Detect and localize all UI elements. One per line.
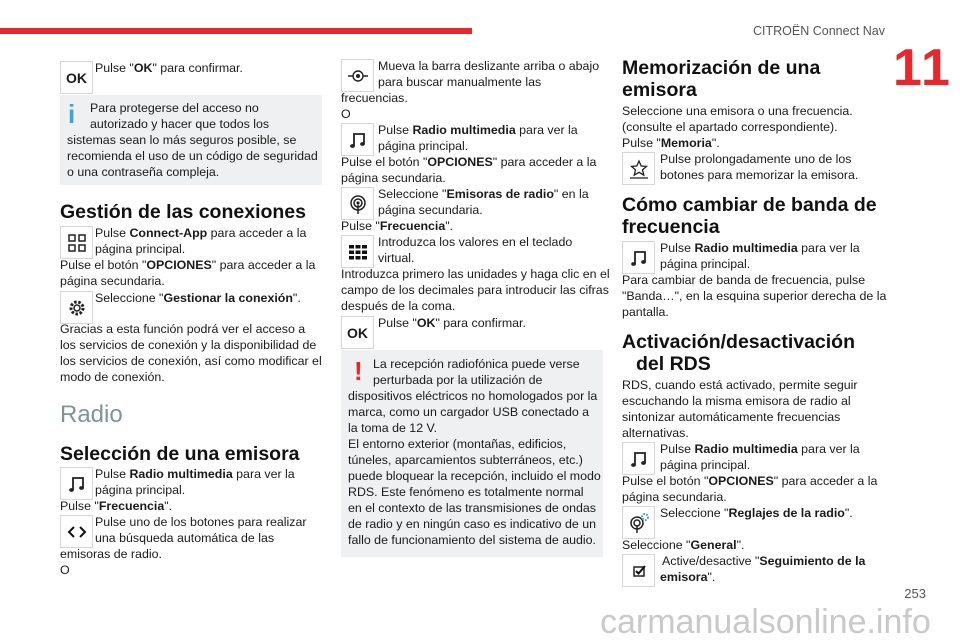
text-line: [95, 530, 306, 546]
text-line: [660, 240, 860, 256]
heading-line: Memorización de una: [622, 57, 821, 79]
radio-multimedia-instruction: [660, 441, 860, 473]
text-line: [348, 420, 601, 436]
text-line: [341, 266, 610, 282]
text-run: en el contexto de las transmisiones de ondas: [348, 501, 596, 515]
text-line: [341, 170, 596, 186]
page-number: 253: [904, 586, 926, 601]
text-line: [622, 393, 858, 409]
text-line: [348, 484, 601, 500]
text-line: [348, 436, 601, 452]
text-run: emisoras de radio.: [60, 547, 162, 561]
text-line: [660, 441, 860, 457]
text-line: [622, 377, 858, 393]
warning-note-text: [348, 356, 601, 548]
text-line: [95, 290, 301, 306]
text-run: para ver la: [232, 467, 295, 481]
text-line: [60, 369, 322, 385]
text-line: [622, 409, 858, 425]
radio-antenna-icon: [341, 187, 374, 220]
text-run: campo de los decimales para introducir las cifras: [341, 283, 609, 297]
text-run: " para acceder a la: [492, 155, 597, 169]
text-run: Para protegerse del acceso no: [90, 101, 259, 115]
bold-text-run: Reglajes de la radio: [728, 506, 845, 520]
text-line: [348, 372, 601, 388]
text-line: [660, 256, 860, 272]
radio-multimedia-instruction: [378, 122, 578, 154]
music-note-icon: [60, 467, 93, 500]
text-line: [90, 116, 318, 132]
text-run: página secundaria.: [60, 274, 165, 288]
slider-instruction: [378, 58, 599, 90]
frecuencia-instruction: [60, 498, 172, 514]
text-run: de radio y en ningún caso es indicativo de un: [348, 517, 596, 531]
heading-rds: [622, 331, 855, 375]
text-run: botones para memorizar la emisora.: [660, 168, 859, 182]
checkbox-icon: [622, 554, 655, 587]
text-run: alternativas.: [622, 426, 689, 440]
text-run: los servicios de conexión y la disponibilidad de: [60, 338, 317, 352]
gestionar-instruction: [95, 290, 301, 306]
gracias-paragraph: [60, 321, 322, 385]
text-line: [348, 516, 601, 532]
text-run: marca, como un cargador USB conectado a: [348, 405, 590, 419]
music-note-icon: [622, 442, 655, 475]
text-line: [622, 103, 853, 119]
text-run: Pulse ": [95, 61, 134, 75]
text-run: recomienda el uso de un código de seguridad: [67, 149, 318, 163]
text-run: RDS. Este fenómeno es totalmente normal: [348, 485, 584, 499]
opciones-instruction: [622, 473, 877, 505]
text-line: [95, 466, 295, 482]
heading-seleccion: Selección de una emisora: [60, 443, 300, 465]
text-run: para ver la: [797, 241, 860, 255]
text-run: Active/desactive ": [662, 554, 760, 568]
text-run: Seleccione ": [622, 538, 691, 552]
text-line: [95, 482, 295, 498]
text-run: los servicios de conexión, así como modificar el: [60, 354, 322, 368]
reglajes-instruction: [660, 505, 853, 521]
text-run: la toma de 12 V.: [348, 421, 438, 435]
text-line: [60, 546, 162, 562]
text-line: [95, 225, 306, 241]
text-run: Seleccione una emisora o una frecuencia.: [622, 104, 853, 118]
keypad-icon: [341, 235, 374, 268]
text-run: ".: [292, 291, 301, 305]
text-run: " para confirmar.: [435, 316, 526, 330]
arrows-left-right-icon: [60, 515, 93, 548]
text-line: [622, 272, 886, 288]
text-run: dispositivos eléctricos no homologados por la: [348, 389, 598, 403]
ok-instruction: [95, 60, 243, 76]
heading-conexiones: Gestión de las conexiones: [60, 201, 306, 223]
bold-text-run: Radio multimedia: [412, 123, 516, 137]
text-line: [660, 553, 865, 569]
ok-button-icon: OK: [341, 316, 374, 349]
text-run: modo de conexión.: [60, 370, 165, 384]
ok-instruction: [378, 315, 526, 331]
text-run: Pulse: [660, 241, 695, 255]
text-run: puede bloquear la recepción, incluido el modo: [348, 469, 601, 483]
bold-text-run: General: [690, 538, 737, 552]
header-accent-bar: [0, 28, 472, 34]
emisoras-instruction: [378, 186, 589, 218]
text-run: ".: [711, 136, 720, 150]
text-run: página principal.: [660, 257, 751, 271]
text-line: [660, 569, 865, 585]
slider-continued: [341, 90, 408, 122]
text-run: Pulse el botón ": [60, 258, 147, 272]
text-run: O: [341, 107, 351, 121]
text-run: para acceder a la: [207, 226, 307, 240]
teclado-instruction: [378, 234, 572, 266]
heading-banda: [622, 194, 877, 238]
text-run: Pulse ": [341, 219, 380, 233]
text-run: página secundaria.: [378, 203, 483, 217]
general-instruction: [622, 537, 744, 553]
text-run: túneles, aparcamientos subterráneos, etc.): [348, 453, 583, 467]
text-line: [348, 500, 601, 516]
heading-line: Cómo cambiar de banda de: [622, 194, 877, 216]
text-line: [622, 425, 858, 441]
text-run: página principal.: [95, 242, 186, 256]
bold-text-run: Radio multimedia: [694, 241, 798, 255]
info-icon: i: [68, 99, 76, 129]
text-run: página secundaria.: [341, 171, 446, 185]
text-run: página principal.: [378, 139, 469, 153]
star-memory-icon: [622, 152, 655, 185]
text-line: [660, 457, 860, 473]
frecuencia-instruction: [341, 218, 453, 234]
text-run: Pulse: [95, 226, 130, 240]
text-run: Pulse ": [60, 499, 99, 513]
text-line: [622, 288, 886, 304]
text-line: [341, 154, 596, 170]
text-line: [660, 151, 858, 167]
gear-icon: [60, 291, 93, 324]
text-line: [60, 562, 162, 578]
text-run: Seleccione ": [378, 187, 447, 201]
bold-text-run: Radio multimedia: [129, 467, 233, 481]
text-run: para ver la: [515, 123, 578, 137]
bold-text-run: Radio multimedia: [694, 442, 798, 456]
header-title: CITROËN Connect Nav: [753, 24, 885, 38]
text-run: Pulse ": [622, 136, 661, 150]
text-line: [378, 122, 578, 138]
text-line: [378, 186, 589, 202]
text-run: Pulse: [660, 442, 695, 456]
text-line: [622, 473, 877, 489]
text-line: [90, 100, 318, 116]
bold-text-run: Frecuencia: [98, 499, 165, 513]
text-line: [378, 74, 599, 90]
text-line: [60, 273, 315, 289]
bold-text-run: Seguimiento de la: [759, 554, 866, 568]
text-run: página secundaria.: [622, 490, 727, 504]
heading-line: emisora: [622, 79, 697, 101]
text-line: [348, 388, 601, 404]
text-run: Introduzca primero las unidades y haga clic en el: [341, 267, 610, 281]
text-run: para ver la: [797, 442, 860, 456]
warning-icon: !: [354, 356, 363, 386]
rds-paragraph: [622, 377, 858, 441]
text-run: " para acceder a la: [211, 258, 316, 272]
text-line: [660, 167, 858, 183]
text-run: Pulse: [95, 467, 130, 481]
text-run: Pulse prolongadamente uno de los: [660, 152, 852, 166]
text-run: para buscar manualmente las: [378, 75, 542, 89]
text-line: [60, 321, 322, 337]
apps-grid-icon: [60, 226, 93, 259]
text-run: ".: [707, 570, 716, 584]
search-buttons-instruction: [95, 514, 306, 546]
text-run: (consulte el apartado correspondiente).: [622, 120, 838, 134]
text-run: "Banda…", en la esquina superior derecha de la: [622, 289, 887, 303]
bold-text-run: Gestionar la conexión: [163, 291, 293, 305]
text-line: [348, 532, 601, 548]
bold-text-run: Connect-App: [129, 226, 208, 240]
text-line: [60, 353, 322, 369]
text-line: [60, 257, 315, 273]
text-run: Gracias a esta función podrá ver el acceso a: [60, 322, 306, 336]
text-run: Mueva la barra deslizante arriba o abajo: [378, 59, 600, 73]
text-run: Pulse el botón ": [622, 474, 709, 488]
text-run: " en la: [553, 187, 589, 201]
text-line: [622, 489, 877, 505]
text-line: [378, 138, 578, 154]
text-run: Pulse uno de los botones para realizar: [95, 515, 307, 529]
text-run: página principal.: [95, 483, 186, 497]
text-run: página principal.: [660, 458, 751, 472]
text-line: [622, 135, 853, 151]
text-line: [378, 234, 572, 250]
search-buttons-continued: [60, 546, 162, 578]
text-run: Para cambiar de banda de frecuencia, pulse: [622, 273, 866, 287]
text-line: [95, 60, 243, 76]
text-line: [60, 337, 322, 353]
text-run: Pulse el botón ": [341, 155, 428, 169]
text-run: RDS, cuando está activado, permite seguir: [622, 378, 858, 392]
opciones-instruction: [341, 154, 596, 186]
text-run: autorizado y hacer que todos los: [90, 117, 270, 131]
opciones-instruction: [60, 257, 315, 289]
text-run: escuchando la misma emisora de radio al: [622, 394, 851, 408]
text-run: perturbada por la utilización de: [373, 373, 543, 387]
text-line: [95, 514, 306, 530]
radio-multimedia-instruction: [660, 240, 860, 272]
music-note-icon: [341, 123, 374, 156]
slider-icon: [341, 59, 374, 92]
text-run: virtual.: [378, 251, 415, 265]
text-line: [341, 282, 610, 298]
text-run: sintonizar automáticamente frecuencias: [622, 410, 841, 424]
text-line: [622, 119, 853, 135]
memoria-instruction: [660, 151, 858, 183]
text-run: Seleccione ": [95, 291, 164, 305]
connect-app-instruction: [95, 225, 306, 257]
text-run: El entorno exterior (montañas, edificios,: [348, 437, 567, 451]
bold-text-run: OK: [133, 61, 153, 75]
heading-line: del RDS: [636, 353, 711, 375]
text-line: [378, 58, 599, 74]
radio-settings-icon: [622, 506, 655, 539]
seguimiento-instruction: [660, 553, 865, 585]
music-note-icon: [622, 241, 655, 274]
text-run: " para confirmar.: [152, 61, 243, 75]
text-line: [622, 304, 886, 320]
text-run: fallo de funcionamiento del sistema de audio.: [348, 533, 596, 547]
text-line: [341, 298, 610, 314]
text-run: Seleccione ": [660, 506, 729, 520]
text-run: ".: [844, 506, 853, 520]
radio-multimedia-instruction: [95, 466, 295, 498]
bold-text-run: Memoria: [660, 136, 712, 150]
ok-button-icon: OK: [60, 61, 93, 94]
bold-text-run: OPCIONES: [427, 155, 493, 169]
text-line: [348, 356, 601, 372]
seleccione-paragraph: [622, 103, 853, 151]
text-run: ".: [164, 499, 173, 513]
introduzca-paragraph: [341, 266, 610, 314]
text-line: [67, 148, 318, 164]
bold-text-run: OPCIONES: [146, 258, 212, 272]
chapter-number: 11: [893, 39, 952, 97]
text-run: " para acceder a la: [773, 474, 878, 488]
text-run: o una contraseña compleja.: [67, 165, 220, 179]
text-line: [622, 537, 744, 553]
text-run: O: [60, 563, 70, 577]
text-line: [67, 164, 318, 180]
watermark: carmanualsonline.info: [600, 603, 931, 640]
text-line: [95, 241, 306, 257]
text-line: [67, 132, 318, 148]
bold-text-run: OK: [416, 316, 436, 330]
info-note-text: [67, 100, 318, 180]
text-line: [341, 106, 408, 122]
text-run: pantalla.: [622, 305, 669, 319]
bold-text-run: emisora: [660, 570, 708, 584]
text-run: una búsqueda automática de las: [95, 531, 275, 545]
heading-line: frecuencia: [622, 216, 720, 238]
text-run: La recepción radiofónica puede verse: [373, 357, 580, 371]
text-line: [341, 90, 408, 106]
text-run: Introduzca los valores en el teclado: [378, 235, 573, 249]
text-run: Pulse: [378, 123, 413, 137]
text-run: Pulse ": [378, 316, 417, 330]
bold-text-run: OPCIONES: [708, 474, 774, 488]
bold-text-run: Emisoras de radio: [446, 187, 554, 201]
text-line: [341, 218, 453, 234]
bold-text-run: Frecuencia: [379, 219, 446, 233]
text-line: [378, 315, 526, 331]
section-title-radio: Radio: [60, 401, 123, 428]
text-line: [348, 468, 601, 484]
text-run: ".: [445, 219, 454, 233]
text-line: [348, 404, 601, 420]
banda-paragraph: [622, 272, 886, 320]
text-line: [348, 452, 601, 468]
text-line: [60, 498, 172, 514]
text-line: [660, 505, 853, 521]
text-run: ".: [736, 538, 745, 552]
text-run: frecuencias.: [341, 91, 408, 105]
text-run: después de la coma.: [341, 299, 456, 313]
text-line: [378, 250, 572, 266]
heading-memorizacion: [622, 57, 820, 101]
text-run: sistemas sean lo más seguros posible, se: [67, 133, 297, 147]
heading-line: Activación/desactivación: [622, 331, 856, 353]
text-line: [378, 202, 589, 218]
